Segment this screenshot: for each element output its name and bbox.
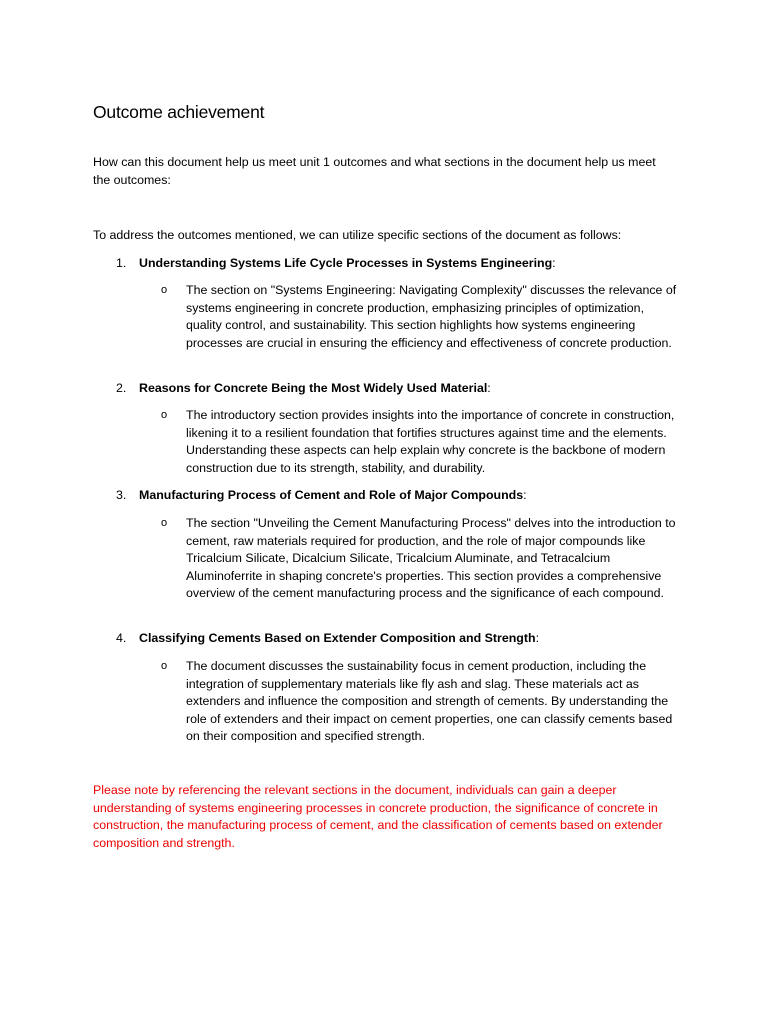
list-heading-text: Reasons for Concrete Being the Most Widely Used Material [139,381,488,395]
list-number: 4. [116,631,127,645]
note-paragraph: Please note by referencing the relevant sections in the document, individuals can gain a deeper understanding of systems engineering processes in concrete production, the significance of concrete in construction, the manufacturing process of cement, and the classification of cements based on extender composition and strength. [93,783,663,850]
list-heading-text: Manufacturing Process of Cement and Role of Major Compounds [139,488,524,502]
page-title: Outcome achievement [93,102,265,122]
list-heading-suffix: : [487,381,491,395]
bullet-text: The introductory section provides insights into the importance of concrete in construction, likening it to a resilient foundation that fortifies structures against time and the elements. Understanding these aspects can help explain why concrete is the backbone of modern construction due to its strength, stability, and durability. [186,408,675,475]
bullet-mark: o [161,517,168,529]
list-heading [139,255,556,273]
bullet-mark: o [161,284,168,296]
list-heading-text: Classifying Cements Based on Extender Composition and Strength [139,631,536,645]
list-heading [139,487,527,505]
bullet-mark: o [161,660,168,672]
list-heading-suffix: : [523,488,527,502]
list-heading [139,630,539,648]
bullet-text: The document discusses the sustainability focus in cement production, including the integration of supplementary materials like fly ash and slag. These materials act as extenders and influence the composition and strength of cements. By understanding the role of extenders and their impact on cement properties, one can classify cements based on their composition and specified strength. [186,659,673,744]
list-number: 2. [116,381,127,395]
bullet-mark: o [161,409,168,421]
question-paragraph: How can this document help us meet unit 1 outcomes and what sections in the document help us meet the outcomes: [93,155,656,187]
intro-paragraph: To address the outcomes mentioned, we can utilize specific sections of the document as follows: [93,228,622,242]
bullet-text: The section "Unveiling the Cement Manufacturing Process" delves into the introduction to cement, raw materials required for production, and the role of major compounds like Tricalcium Silicate, Dicalcium Silicate, Tricalcium Aluminate, and Tetracalcium Aluminoferrite in shaping concrete's properties. This section provides a comprehensive overview of the cement manufacturing process and the significance of each compound. [186,516,676,601]
list-heading-suffix: : [552,256,556,270]
list-number: 3. [116,488,127,502]
list-heading [139,380,491,398]
bullet-text: The section on "Systems Engineering: Navigating Complexity" discusses the relevance of systems engineering in concrete production, emphasizing principles of optimization, quality control, and sustainability. This section highlights how systems engineering processes are crucial in ensuring the efficiency and effectiveness of concrete production. [186,283,677,350]
list-number: 1. [116,256,127,270]
list-heading-text: Understanding Systems Life Cycle Processes in Systems Engineering [139,256,553,270]
list-heading-suffix: : [535,631,540,645]
